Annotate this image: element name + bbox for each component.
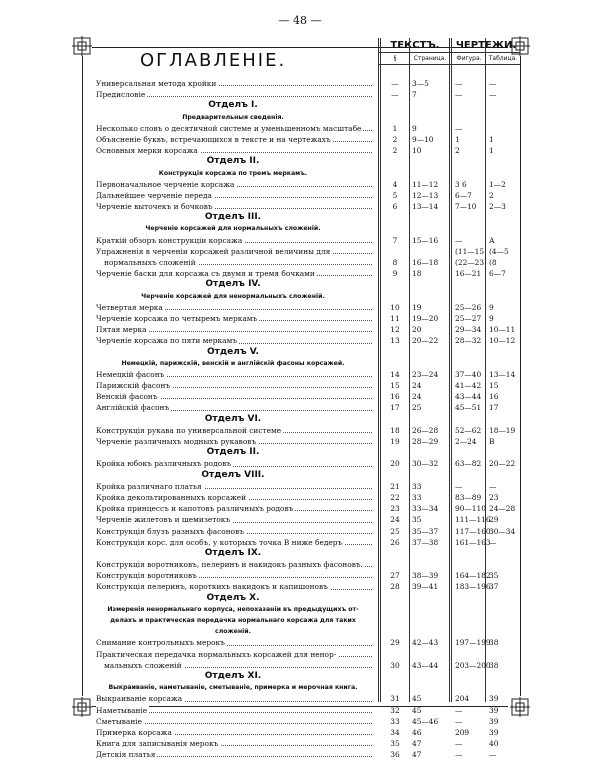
section-heading — [0, 548, 600, 559]
table-range: 37 — [489, 582, 499, 592]
table-range: 9 — [489, 302, 494, 312]
table-range: 2 — [489, 190, 494, 200]
section-number: 7 — [392, 235, 398, 245]
entry-title: нормальныхъ сложеній — [104, 258, 196, 267]
table-range: 23 — [489, 492, 499, 502]
entry-title: Конструкція корс. для особъ, у которыхъ точка В ниже бедеръ — [96, 537, 343, 547]
section-number: 12 — [390, 325, 400, 335]
figure-range: — — [455, 716, 463, 726]
section-number: 29 — [390, 638, 400, 648]
page-range: 9 — [412, 123, 417, 133]
entry-title: Отделъ IV. — [205, 279, 261, 290]
toc-row — [0, 335, 600, 346]
toc-row — [0, 190, 600, 201]
entry-title: Пятая мерка — [96, 325, 147, 335]
section-heading — [0, 593, 600, 604]
section-heading — [0, 212, 600, 223]
entry-title: Четвертая мерка — [96, 302, 163, 312]
column-subheader-pages: Страница. — [413, 55, 447, 62]
figure-range: 209 — [455, 727, 470, 737]
figure-range: 197—199 — [455, 638, 491, 648]
table-range: 2—3 — [489, 202, 506, 212]
entry-title: Отделъ II. — [206, 447, 260, 458]
entry-title: Немецкій фасонъ — [96, 369, 165, 379]
section-number: 36 — [390, 750, 400, 760]
section-number: 19 — [390, 437, 400, 446]
table-range: 16 — [489, 392, 499, 402]
page-range: 3—5 — [412, 79, 429, 88]
figure-range: 161—163 — [455, 537, 491, 547]
figure-range: — — [455, 705, 463, 715]
page-range: 19 — [412, 302, 422, 312]
page-range: 19—20 — [412, 313, 439, 323]
toc-row — [0, 727, 600, 738]
section-number: 20 — [390, 459, 400, 469]
toc-row — [0, 324, 600, 335]
section-number: 2 — [392, 146, 398, 156]
section-number: — — [391, 90, 399, 100]
section-heading — [0, 470, 600, 481]
page-range: 35—37 — [412, 526, 439, 536]
entry-title: Отделъ IX. — [204, 547, 262, 558]
toc-table — [0, 78, 600, 760]
entry-title: Отделъ VI. — [204, 413, 262, 424]
section-number: 4 — [392, 179, 398, 189]
toc-row — [0, 402, 600, 413]
table-range: 30—34 — [489, 526, 516, 536]
page-range: 9—10 — [412, 134, 434, 144]
table-range: (4—5 — [489, 246, 509, 256]
entry-title: Парижскій фасонъ — [96, 381, 171, 391]
figure-range: 25—27 — [455, 313, 482, 323]
entry-title: сложеній. — [215, 628, 251, 636]
entry-title: Конструкція воротниковъ — [96, 571, 197, 581]
section-number: 26 — [390, 537, 400, 547]
table-range: 29 — [489, 515, 499, 525]
figure-range: 90—110 — [455, 504, 486, 514]
figure-range: — — [455, 739, 463, 749]
table-range: 1 — [489, 146, 494, 156]
page-range: 20—22 — [412, 336, 439, 346]
table-range: 39 — [489, 694, 499, 704]
table-range: 18—19 — [489, 425, 516, 435]
table-range: 6—7 — [489, 269, 506, 279]
entry-title: Венскій фасонъ — [96, 392, 158, 402]
entry-title: Объясненіе буквъ, встречающихся в тексте и на чертежахъ — [96, 134, 331, 144]
toc-row — [0, 302, 600, 313]
section-number: 33 — [390, 716, 400, 726]
entry-title: Черченіе различныхъ модныхъ рукавовъ — [96, 437, 257, 446]
figure-range: (11—15 — [455, 246, 485, 256]
table-range: 38 — [489, 638, 499, 648]
section-heading — [0, 671, 600, 682]
entry-title: Черченіе корсажей для ненормальныхъ сложеній. — [141, 292, 325, 300]
section-subtitle — [0, 626, 600, 637]
toc-row — [0, 134, 600, 145]
section-number: 21 — [390, 481, 400, 491]
entry-title: Снимание контрольныхъ мерокъ — [96, 638, 225, 648]
entry-title: Практическая передачка нормальныхъ корсажей для ненор- — [96, 649, 337, 659]
header-rule — [378, 64, 520, 65]
toc-row — [0, 559, 600, 570]
section-number: 22 — [390, 492, 400, 502]
table-range: 38 — [489, 660, 499, 670]
entry-title: Сметываніе — [96, 716, 142, 726]
column-header-drawings: ЧЕРТЕЖИ. — [455, 40, 517, 51]
figure-range: 16—21 — [455, 269, 482, 279]
entry-title: Предварительныя сведенія. — [182, 113, 284, 121]
page-range: 42—43 — [412, 638, 439, 648]
page-range: 24 — [412, 381, 422, 391]
toc-row — [0, 693, 600, 704]
entry-title: мальныхъ сложеній — [104, 660, 182, 670]
section-subtitle — [0, 223, 600, 234]
section-number: 32 — [390, 705, 400, 715]
page-range: 25 — [412, 403, 422, 413]
page-range: 13—14 — [412, 202, 439, 212]
section-number: 2 — [392, 134, 398, 144]
page-range: 43—44 — [412, 660, 439, 670]
section-heading — [0, 279, 600, 290]
entry-title: Конструкція пелеринъ, короткихъ накидокъ и капишоновъ — [96, 582, 328, 592]
page-range: 38—39 — [412, 571, 439, 581]
figure-range: 25—26 — [455, 302, 482, 312]
section-number: 35 — [390, 739, 400, 749]
page-range: 33—34 — [412, 504, 439, 514]
entry-title: Конструкція блузъ разныхъ фасоновъ — [96, 526, 244, 536]
section-number: 13 — [390, 336, 400, 346]
entry-title: Немецкій, парижскій, венскій и англійскій фасоны корсажей. — [121, 359, 345, 367]
section-number: 24 — [390, 515, 400, 525]
toc-row — [0, 380, 600, 391]
toc-row — [0, 235, 600, 246]
figure-range: 2 — [455, 146, 460, 156]
figure-range: 3 6 — [455, 179, 467, 189]
toc-row — [0, 369, 600, 380]
page-range: 10 — [412, 146, 422, 156]
section-number: 14 — [390, 369, 400, 379]
entry-title: Кройка различнаго платья — [96, 481, 202, 491]
table-range: 24—28 — [489, 504, 516, 514]
table-range: — — [489, 537, 497, 547]
entry-title: Англійскій фасонъ — [96, 403, 170, 413]
entry-title: Несколько словъ о десятичной системе и уменьшенномъ масштабе — [96, 123, 362, 133]
section-number: 10 — [390, 302, 400, 312]
entry-title: Отделъ VIII. — [201, 469, 265, 480]
entry-title: Книга для записыванія мерокъ — [96, 739, 219, 749]
section-heading — [0, 447, 600, 458]
corner-ornament-icon — [72, 36, 92, 56]
figure-range: 45—51 — [455, 403, 482, 413]
entry-title: Отделъ V. — [207, 346, 259, 357]
entry-title: Предисловіе — [96, 90, 146, 100]
page-range: 15—16 — [412, 235, 439, 245]
table-range: А — [489, 235, 495, 245]
page-range: 11—12 — [412, 179, 439, 189]
table-range: 1—2 — [489, 179, 506, 189]
table-range: — — [489, 90, 497, 100]
entry-title: Основныя мерки корсажа — [96, 146, 198, 156]
page-range: 37—38 — [412, 537, 439, 547]
entry-title: Кройка юбокъ различныхъ родовъ — [96, 459, 231, 469]
toc-row — [0, 749, 600, 760]
entry-title: Измеренія ненормальнаго корпуса, непохазаніи въ предыдущихъ от- — [107, 605, 359, 613]
table-range: 10—11 — [489, 325, 516, 335]
toc-row — [0, 458, 600, 469]
table-range: — — [489, 750, 497, 760]
section-number: 28 — [390, 582, 400, 592]
table-range: 9 — [489, 313, 494, 323]
column-subheader-section: § — [393, 55, 397, 62]
figure-range: 83—89 — [455, 492, 482, 502]
table-range: — — [489, 481, 497, 491]
entry-title: Конструкція воротниковъ, пелеринъ и накидокъ разныхъ фасоновъ. — [96, 560, 363, 570]
page-range: 46 — [412, 727, 422, 737]
table-range: 15 — [489, 381, 499, 391]
toc-row — [0, 705, 600, 716]
toc-row — [0, 570, 600, 581]
figure-range: — — [455, 750, 463, 760]
toc-row — [0, 716, 600, 727]
figure-range: 1 — [455, 134, 460, 144]
section-number: 6 — [392, 202, 398, 212]
section-number: 27 — [390, 571, 400, 581]
figure-range: 63—82 — [455, 459, 482, 469]
toc-row — [0, 391, 600, 402]
page-range: 39—41 — [412, 582, 439, 592]
entry-title: Отделъ I. — [208, 100, 258, 111]
toc-row — [0, 201, 600, 212]
toc-row — [0, 526, 600, 537]
page-range: 47 — [412, 750, 422, 760]
header-rule — [378, 52, 520, 53]
entry-title: Отделъ II. — [206, 156, 260, 167]
figure-range: 7—10 — [455, 202, 477, 212]
table-range: 35 — [489, 571, 499, 581]
page-range: 45—46 — [412, 716, 439, 726]
figure-range: 52—62 — [455, 425, 482, 435]
entry-title: Дальнейшее черченіе переда — [96, 190, 212, 200]
section-subtitle — [0, 615, 600, 626]
toc-row — [0, 503, 600, 514]
section-number: 16 — [390, 392, 400, 402]
page-range: 23—24 — [412, 369, 439, 379]
figure-range: 28—32 — [455, 336, 482, 346]
page-range: 33 — [412, 492, 422, 502]
toc-row — [0, 123, 600, 134]
column-header-text: ТЕКСТЪ. — [390, 40, 440, 51]
section-heading — [0, 156, 600, 167]
figure-range: — — [455, 481, 463, 491]
table-range: 20—22 — [489, 459, 516, 469]
section-number: 1 — [392, 123, 398, 133]
entry-title: Кройка принцессъ и капотовъ различныхъ родовъ — [96, 504, 294, 514]
section-subtitle — [0, 358, 600, 369]
section-subtitle — [0, 682, 600, 693]
figure-range: 204 — [455, 694, 470, 704]
column-subheader-figures: Фигура. — [456, 55, 482, 62]
toc-row — [0, 89, 600, 100]
page-range: 12—13 — [412, 190, 439, 200]
entry-title: Первоначальное черченіе корсажа — [96, 179, 235, 189]
toc-row — [0, 492, 600, 503]
table-range: 10—12 — [489, 336, 516, 346]
section-subtitle — [0, 168, 600, 179]
figure-range: — — [455, 123, 463, 133]
figure-range: 41—42 — [455, 381, 482, 391]
figure-range: 164—182 — [455, 571, 491, 581]
entry-title: Черченіе выточекъ и бочковъ — [96, 202, 213, 212]
section-subtitle — [0, 604, 600, 615]
entry-title: Выкраиваніе корсажа — [96, 694, 183, 704]
page-range: 30—32 — [412, 459, 439, 469]
section-number: 8 — [392, 258, 398, 267]
entry-title: Черченіе баски для корсажа съ двумя и тремя бочками — [96, 269, 315, 279]
figure-range: — — [455, 90, 463, 100]
entry-title: Черченіе корсажа по четыремъ меркамъ — [96, 313, 258, 323]
table-range: В — [489, 437, 495, 446]
entry-title: Примерка корсажа — [96, 727, 172, 737]
section-number: 23 — [390, 504, 400, 514]
section-number: 15 — [390, 381, 400, 391]
entry-title: Черченіе корсажа по пяти меркамъ — [96, 336, 237, 346]
section-number: 25 — [390, 526, 400, 536]
page-range: 45 — [412, 694, 422, 704]
entry-title: Отделъ III. — [204, 212, 262, 223]
figure-range: 2—24 — [455, 437, 477, 446]
table-range: 39 — [489, 705, 499, 715]
page-range: 20 — [412, 325, 422, 335]
toc-row — [0, 637, 600, 648]
page-range: 28—29 — [412, 437, 439, 446]
section-number: 31 — [390, 694, 400, 704]
page-range: 7 — [412, 90, 417, 100]
page-range: 24 — [412, 392, 422, 402]
table-range: 40 — [489, 739, 499, 749]
section-subtitle — [0, 112, 600, 123]
entry-title: Детскія платья — [96, 750, 156, 760]
section-number: 11 — [390, 313, 400, 323]
column-subheader-tables: Таблица. — [488, 55, 518, 62]
toc-row — [0, 257, 600, 268]
toc-row — [0, 425, 600, 436]
figure-range: 111—116 — [455, 515, 491, 525]
toc-row — [0, 481, 600, 492]
section-heading — [0, 100, 600, 111]
table-range: 17 — [489, 403, 499, 413]
page-title: ОГЛАВЛЕНІЕ. — [140, 50, 287, 71]
entry-title: Выкраиваніе, наметываніе, сметываніе, примерка и мерочная книга. — [108, 684, 358, 692]
figure-range: 117—160 — [455, 526, 491, 536]
table-range: 1 — [489, 134, 494, 144]
entry-title: делахъ и практическая передачка нормальнаго корсажа для таких — [110, 617, 356, 624]
section-number: — — [391, 79, 399, 88]
page-range: 35 — [412, 515, 422, 525]
section-number: 34 — [390, 727, 400, 737]
section-number: 18 — [390, 425, 400, 435]
section-number: 9 — [392, 269, 398, 279]
toc-row — [0, 660, 600, 671]
toc-row — [0, 738, 600, 749]
table-range: — — [489, 79, 497, 88]
page-number: — 48 — — [278, 14, 322, 27]
entry-title: Конструкція корсажа по тремъ меркамъ. — [158, 169, 308, 177]
toc-row — [0, 78, 600, 89]
section-number: 30 — [390, 660, 400, 670]
toc-row — [0, 145, 600, 156]
entry-title: Черченіе корсажей для нормальныхъ сложеній. — [145, 225, 321, 233]
page-range: 45 — [412, 705, 422, 715]
section-heading — [0, 414, 600, 425]
table-range: 39 — [489, 727, 499, 737]
entry-title: Краткій обзоръ конструкціи корсажа — [96, 235, 243, 245]
figure-range: (22—23 — [455, 258, 485, 267]
entry-title: Кройка декольтированныхъ корсажей — [96, 492, 247, 502]
figure-range: — — [455, 79, 463, 88]
toc-row — [0, 246, 600, 257]
figure-range: 6—7 — [455, 190, 472, 200]
section-heading — [0, 347, 600, 358]
entry-title: Упражненія в черченіи корсажей различной величины для — [96, 246, 331, 256]
figure-range: 203—200 — [455, 660, 491, 670]
toc-row — [0, 268, 600, 279]
page-range: 33 — [412, 481, 422, 491]
toc-row — [0, 179, 600, 190]
table-range: 13—14 — [489, 369, 516, 379]
figure-range: 183—196 — [455, 582, 491, 592]
entry-title: Универсальная метода кройки — [96, 79, 217, 88]
table-range: (8 — [489, 258, 497, 267]
toc-row — [0, 581, 600, 592]
page-range: 26—28 — [412, 425, 439, 435]
figure-range: 29—34 — [455, 325, 482, 335]
table-range: 39 — [489, 716, 499, 726]
section-number: 5 — [392, 190, 398, 200]
page-range: 47 — [412, 739, 422, 749]
toc-row — [0, 537, 600, 548]
entry-title: Наметываніе — [96, 705, 148, 715]
toc-row — [0, 649, 600, 660]
entry-title: Отделъ X. — [206, 592, 260, 603]
page-range: 16—18 — [412, 258, 439, 267]
figure-range: — — [455, 235, 463, 245]
toc-row — [0, 313, 600, 324]
toc-row — [0, 514, 600, 525]
entry-title: Конструкція рукава по универсальной системе — [96, 425, 282, 435]
entry-title: Черченіе жилетовъ и шемизетокъ — [96, 515, 231, 525]
toc-row — [0, 436, 600, 447]
figure-range: 43—44 — [455, 392, 482, 402]
entry-title: Отделъ XI. — [204, 670, 262, 681]
section-number: 17 — [390, 403, 400, 413]
figure-range: 37—40 — [455, 369, 482, 379]
page-range: 18 — [412, 269, 422, 279]
section-subtitle — [0, 291, 600, 302]
